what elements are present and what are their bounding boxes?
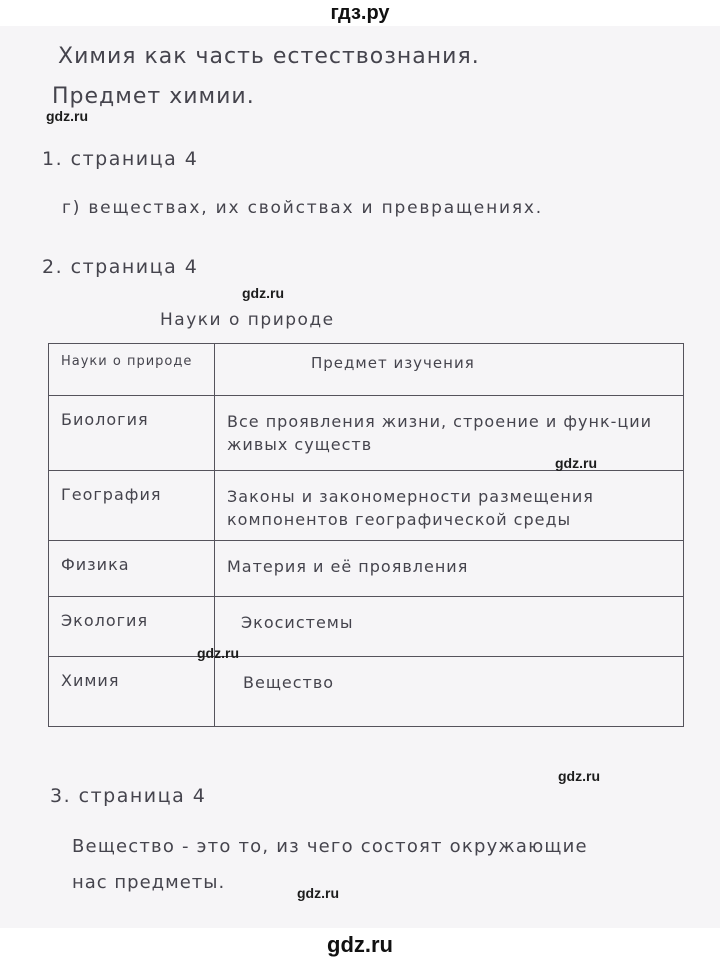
table-row [49, 541, 684, 597]
science-name: Физика [49, 541, 215, 597]
watermark-inline-6: gdz.ru [297, 885, 339, 901]
heading-line-1: Химия как часть естествознания. [58, 44, 480, 69]
section-3-answer-line-2: нас предметы. [72, 872, 226, 893]
science-name: География [49, 471, 215, 541]
table-row [49, 471, 684, 541]
header-subject: Предмет изучения [215, 344, 684, 396]
section-1-answer: г) веществах, их свойствах и превращениях. [62, 198, 543, 218]
table-title: Науки о природе [160, 310, 335, 330]
section-3-label: 3. страница 4 [50, 785, 207, 807]
section-1-label: 1. страница 4 [42, 148, 199, 170]
section-3-answer-line-1: Вещество - это то, из чего состоят окружающие [72, 836, 588, 857]
science-name: Экология [49, 597, 215, 657]
science-name: Биология [49, 396, 215, 471]
watermark-inline-3: gdz.ru [555, 455, 597, 471]
science-subject: Все проявления жизни, строение и функ-ции живых существ [215, 396, 684, 471]
table-row [49, 657, 684, 727]
watermark-top: гдз.ру [0, 0, 720, 26]
watermark-bottom: gdz.ru [0, 928, 720, 965]
science-subject: Вещество [215, 657, 684, 727]
table-header-row [49, 344, 684, 396]
watermark-inline-4: gdz.ru [197, 645, 239, 661]
section-2-label: 2. страница 4 [42, 256, 199, 278]
watermark-inline-2: gdz.ru [242, 285, 284, 301]
science-name: Химия [49, 657, 215, 727]
science-subject: Материя и её проявления [215, 541, 684, 597]
watermark-inline-1: gdz.ru [46, 108, 88, 124]
header-sciences: Науки о природе [49, 344, 215, 396]
science-subject: Экосистемы [215, 597, 684, 657]
heading-line-2: Предмет химии. [52, 84, 255, 109]
table-row [49, 597, 684, 657]
watermark-inline-5: gdz.ru [558, 768, 600, 784]
sciences-table [48, 343, 684, 727]
science-subject: Законы и закономерности размещения компонентов географической среды [215, 471, 684, 541]
